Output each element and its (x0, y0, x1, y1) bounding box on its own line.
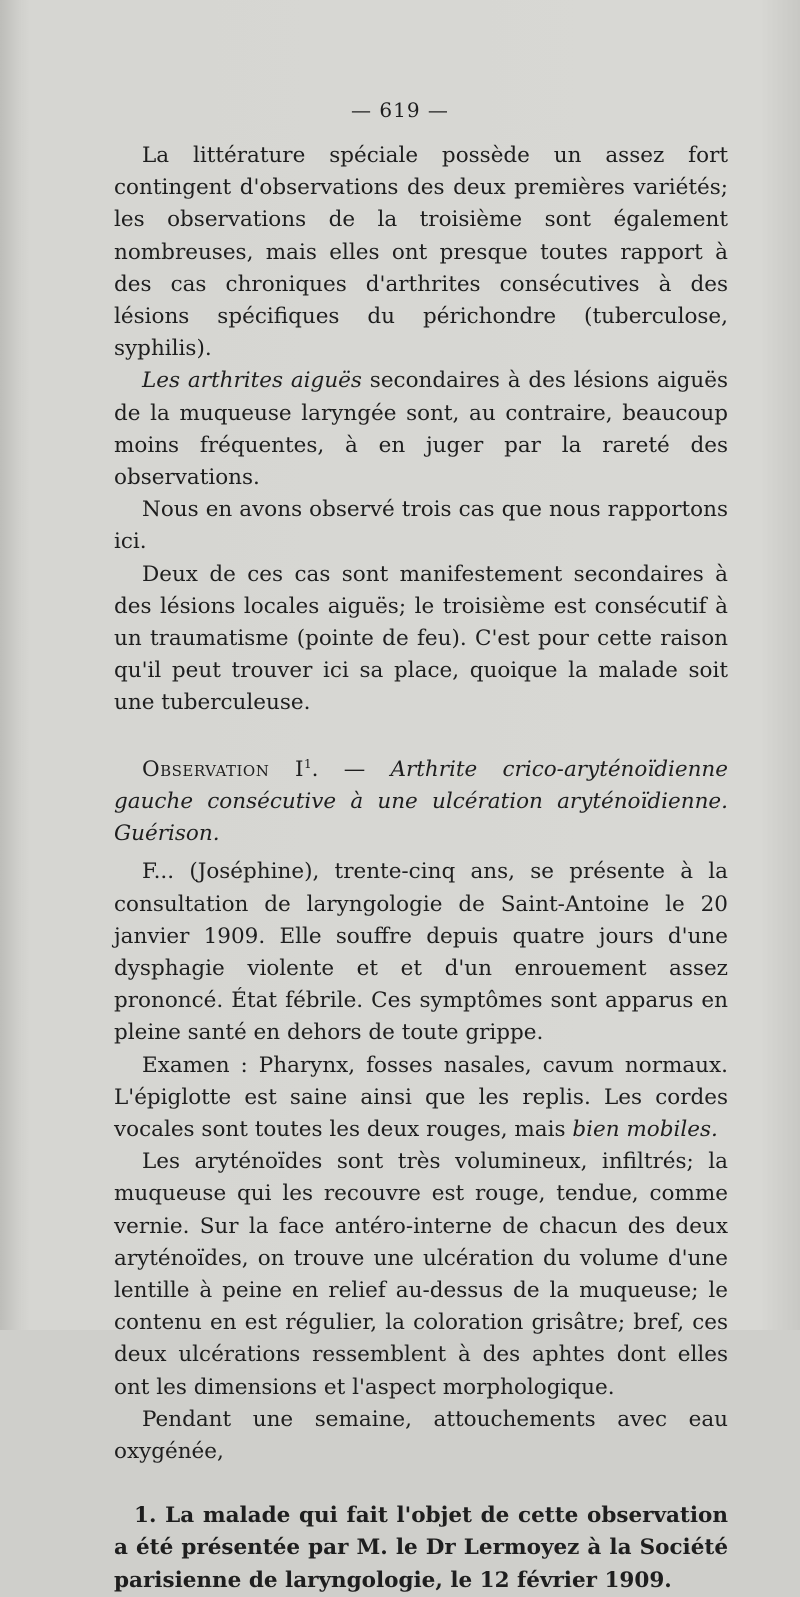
paragraph-2 (114, 365, 728, 494)
page-gutter (0, 0, 22, 1330)
paragraph-4: Deux de ces cas sont manifestement secondaires à des lésions locales aiguës; le troisième est consécutif à un traumatisme (pointe de feu). C'est pour cette raison qu'il peut trouver ici sa place, quoique la malade soit une tuberculeuse. (114, 561, 728, 716)
observation-title: Arthrite crico-aryténoïdienne gauche consécutive à une ulcération aryténoïdienne. Guérison. (114, 756, 728, 847)
paragraph-1: La littérature spéciale possède un assez fort contingent d'observations des deux premières variétés; les observations de la troisième sont également nombreuses, mais elles ont presque toutes rapport à des cas chroniques d'arthrites consécutives à des lésions spécifiques du périchondre (tuberculose, syphilis). (114, 143, 728, 362)
observation-label: Observation I (142, 756, 305, 782)
footnote-mark: 1 (304, 756, 312, 771)
italic-lead: Les arthrites aiguës (142, 368, 362, 394)
observation-paragraph-2 (114, 1050, 728, 1147)
page-number: — 619 — (351, 98, 449, 122)
page-body (114, 140, 728, 1597)
paragraph-2-text: secondaires à des lésions aiguës de la muqueuse laryngée sont, au contraire, beaucoup moins fréquentes, à en juger par la rareté des observations. (114, 368, 729, 491)
observation-paragraph-4: Pendant une semaine, attouchements avec eau oxygénée, (114, 1406, 728, 1465)
observation-heading (114, 748, 728, 851)
observation-dash: . — (311, 756, 366, 782)
footnote: 1. La malade qui fait l'objet de cette observation a été présentée par M. le Dr Lermoyez à la Société parisienne de laryngologie, le 12 février 1909. (114, 1503, 728, 1593)
observation-paragraph-1: F... (Joséphine), trente-cinq ans, se présente à la consultation de laryngologie de Saint-Antoine le 20 janvier 1909. Elle souffre depuis quatre jours d'une dysphagie violente et et d'un enrouement assez prononcé. État fébrile. Ces symptômes sont apparus en pleine santé en dehors de toute grippe. (114, 859, 728, 1046)
observation-p2-text: Examen : Pharynx, fosses nasales, cavum normaux. L'épiglotte est saine ainsi que les replis. Les cordes vocales sont toutes les deux rouges, mais (114, 1052, 728, 1143)
observation-p2-italic: bien mobiles. (572, 1117, 718, 1143)
paragraph-3: Nous en avons observé trois cas que nous rapportons ici. (114, 497, 728, 555)
observation-paragraph-3: Les aryténoïdes sont très volumineux, infiltrés; la muqueuse qui les recouvre est rouge, tendue, comme vernie. Sur la face antéro-interne de chacun des deux aryténoïdes, on trouve une ulcération du volume d'une lentille à peine en relief au-dessus de la muqueuse; le contenu en est régulier, la coloration grisâtre; bref, ces deux ulcérations ressemblent à des aphtes dont elles ont les dimensions et l'aspect morphologique. (114, 1149, 728, 1400)
